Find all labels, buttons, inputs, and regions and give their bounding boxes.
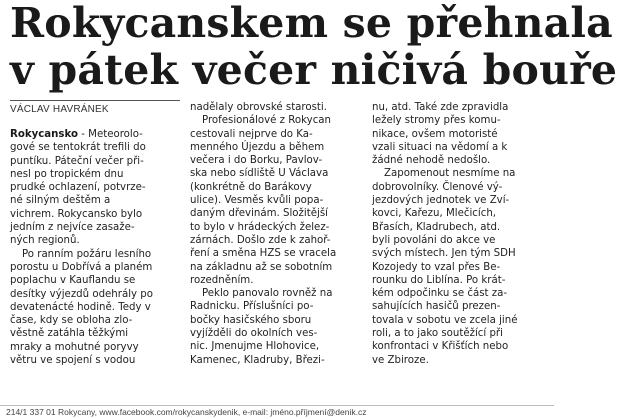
text-line: Břasích, Kladrubech, atd.: [372, 221, 501, 233]
text-line: vyjížděli do okolních ves-: [190, 328, 318, 340]
text-line: mraky a mohutné poryvy: [10, 341, 139, 353]
lead-place: Rokycansko: [10, 129, 78, 140]
text-line: vzali situaci na vědomí a k: [372, 141, 508, 153]
text-line: ska nebo sídliště U Václava: [190, 168, 329, 180]
article-byline: VÁCLAV HAVRÁNEK: [10, 104, 109, 115]
article-headline: [10, 0, 617, 94]
text-line: kovci, Kařezu, Mlečicích,: [372, 208, 497, 220]
text-line: větru ve spojení s vodou: [10, 355, 136, 367]
text-line: čase, kdy se obloha zlo-: [10, 315, 133, 327]
text-line: cestovali nejprve do Ka-: [190, 128, 313, 140]
text-line: ření a směna HZS se vracela: [190, 248, 337, 260]
text-line: byli povoláni do akce ve: [372, 234, 496, 246]
text-line: zárnách. Došlo zde k zahoř-: [190, 234, 331, 246]
text-line: ných regionů.: [10, 235, 80, 247]
text-line: ve Zbiroze.: [372, 354, 429, 366]
text-line: večera i do Borku, Pavlov-: [190, 155, 323, 167]
byline-divider: [10, 100, 180, 101]
text-line: nesl po tropickém dnu: [10, 168, 124, 180]
text-line: Po ranním požáru lesního: [22, 248, 152, 260]
text-line: devatenácté hodině. Tedy v: [10, 301, 151, 313]
text-line: jezdových jednotek ve Zví-: [372, 195, 510, 207]
text-line: svých místech. Jen tým SDH: [372, 248, 516, 260]
text-line: konfrontaci v Křišťích nebo: [372, 341, 509, 353]
text-line: dobrovolníky. Členové vý-: [372, 181, 503, 193]
text-line: (konkrétně do Barákovy: [190, 181, 312, 193]
text-line: bočky hasičského sboru: [190, 314, 312, 326]
text-line: tovala v sobotu ve zcela jiné: [372, 314, 518, 326]
text-line: Peklo panovalo rovněž na: [202, 288, 333, 300]
text-line: na základnu až se sobotním: [190, 261, 333, 273]
text-line: to bylo v hrádeckých želez-: [190, 221, 330, 233]
text-line: daným dřevinám. Složitější: [190, 208, 328, 220]
page-footer: 214/1 337 01 Rokycany, www.facebook.com/rokycanskydenik, e-mail: jméno.příjmení@denik.cz: [6, 407, 367, 417]
text-line: prudké ochlazení, potvrze-: [10, 182, 146, 194]
text-line: ležely stromy přes komu-: [372, 115, 501, 127]
text-line: roli, a to jako soutěžící při: [372, 328, 503, 340]
text-line: [10, 128, 180, 141]
text-line: né silným deštěm a: [10, 195, 111, 207]
text-line: Profesionálové z Rokycan: [202, 115, 331, 127]
text-line: poplachu v Kauflandu se: [10, 275, 136, 287]
article-column-3: [372, 101, 548, 367]
text-line: Zapomenout nesmíme na: [384, 168, 516, 180]
text-line: menného Újezdu a během: [190, 141, 325, 153]
text-line: rounku do Liblína. Po krát-: [372, 274, 506, 286]
text-line: nu, atd. Také zde zpravidla: [372, 102, 509, 113]
text-line: nic. Jmenujme Hlohovice,: [190, 341, 320, 353]
headline-line: Rokycanskem se přehnala: [10, 0, 613, 47]
footer-divider: [0, 405, 554, 406]
text-line: rozedněním.: [190, 274, 254, 286]
text-line: Radnicku. Příslušníci po-: [190, 301, 314, 313]
text-line: puntíku. Páteční večer při-: [10, 155, 144, 167]
text-line-rest: - Meteorolo-: [78, 129, 143, 140]
text-line: věstně zatáhla těžkými: [10, 328, 129, 340]
text-line: nikace, ovšem motoristé: [372, 128, 498, 140]
text-line: porostu u Dobřívá a planém: [10, 261, 153, 273]
text-line: gové se tentokrát trefili do: [10, 142, 146, 154]
article-column-2: [190, 101, 362, 367]
text-line: Kamenec, Kladruby, Březi-: [190, 354, 325, 366]
text-line: Kozojedy to vzal přes Be-: [372, 261, 501, 273]
text-line: nadělaly obrovské starosti.: [190, 102, 327, 113]
text-line: jedním z nejvíce zasaže-: [10, 222, 135, 234]
text-line: sahujících hasičů prezen-: [372, 301, 501, 313]
headline-line: v pátek večer ničivá bouře: [10, 46, 617, 94]
text-line: žádné nehodě nedošlo.: [372, 155, 491, 167]
text-line: desítky výjezdů odehrály po: [10, 288, 153, 300]
text-line: vichrem. Rokycansko bylo: [10, 208, 143, 220]
article-column-1: [10, 128, 180, 367]
text-line: kém odpočinku se část za-: [372, 288, 507, 300]
text-line: ulice). Vesměs kvůli popa-: [190, 195, 324, 207]
